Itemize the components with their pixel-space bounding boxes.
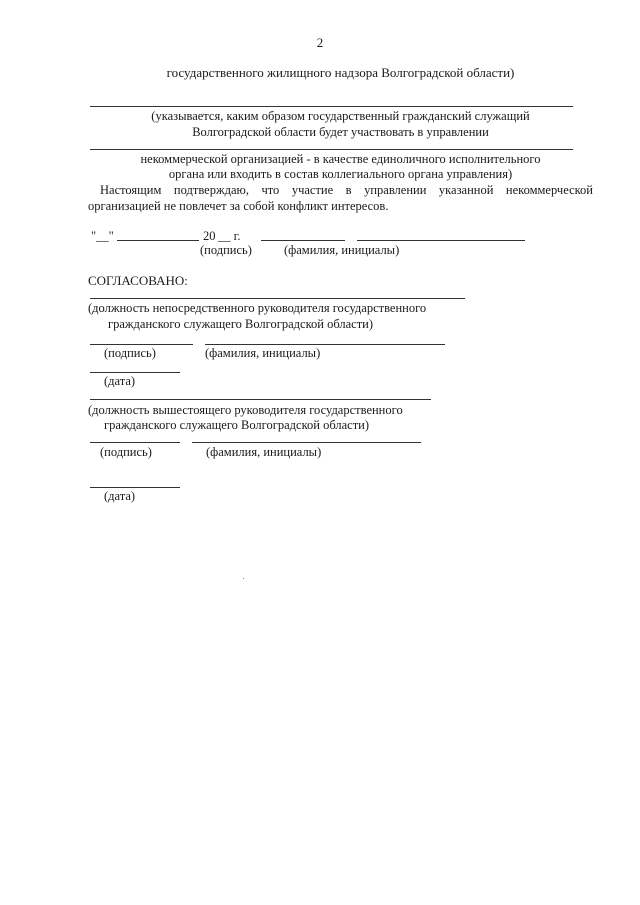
date-year-prefix: 20 bbox=[203, 229, 216, 243]
superior-manager-name-label: (фамилия, инициалы) bbox=[206, 445, 322, 459]
date-year-suffix: __ г. bbox=[218, 229, 241, 243]
superior-manager-label-line1: (должность вышестоящего руководителя государственного bbox=[88, 403, 403, 417]
direct-manager-date-line bbox=[90, 372, 180, 373]
date-month-line bbox=[117, 240, 199, 241]
note-participation-line1: (указывается, каким образом государственный гражданский служащий bbox=[151, 109, 530, 123]
direct-manager-name-label: (фамилия, инициалы) bbox=[205, 346, 321, 360]
note-participation-line2: Волгоградской области будет участвовать в управлении bbox=[192, 125, 489, 139]
header-continuation: государственного жилищного надзора Волгоградской области) bbox=[166, 65, 515, 80]
direct-manager-label-line1: (должность непосредственного руководителя государственного bbox=[88, 301, 427, 315]
superior-manager-date-line bbox=[90, 487, 180, 488]
name-line bbox=[357, 240, 525, 241]
note-role-line1: некоммерческой организацией - в качестве единоличного исполнительного bbox=[140, 152, 541, 166]
note-role-line2: органа или входить в состав коллегиального органа управления) bbox=[168, 167, 513, 181]
direct-manager-date-label: (дата) bbox=[104, 374, 136, 388]
direct-manager-line bbox=[90, 298, 465, 299]
superior-manager-line bbox=[90, 399, 431, 400]
name-label: (фамилия, инициалы) bbox=[284, 243, 400, 257]
direct-manager-label-line2: гражданского служащего Волгоградской области) bbox=[108, 317, 374, 331]
superior-manager-label-line2: гражданского служащего Волгоградской области) bbox=[104, 418, 370, 432]
direct-manager-signature-line bbox=[90, 344, 193, 345]
page-number: 2 bbox=[316, 35, 324, 50]
confirmation-line2: организацией не повлечет за собой конфликт интересов. bbox=[88, 199, 389, 213]
superior-manager-signature-label: (подпись) bbox=[100, 445, 152, 459]
direct-manager-signature-label: (подпись) bbox=[104, 346, 156, 360]
fill-line-participation bbox=[90, 106, 573, 107]
signature-label: (подпись) bbox=[200, 243, 252, 257]
confirmation-line1: Настоящим подтверждаю, что участие в управлении указанной некоммерческой bbox=[100, 183, 593, 197]
superior-manager-signature-line bbox=[90, 442, 180, 443]
direct-manager-name-line bbox=[205, 344, 445, 345]
fill-line-role bbox=[90, 149, 573, 150]
scan-speck bbox=[243, 578, 244, 579]
date-day-field: "__" bbox=[91, 229, 114, 243]
superior-manager-name-line bbox=[192, 442, 421, 443]
signature-line bbox=[261, 240, 345, 241]
superior-manager-date-label: (дата) bbox=[104, 489, 136, 503]
agreed-title: СОГЛАСОВАНО: bbox=[88, 273, 188, 288]
